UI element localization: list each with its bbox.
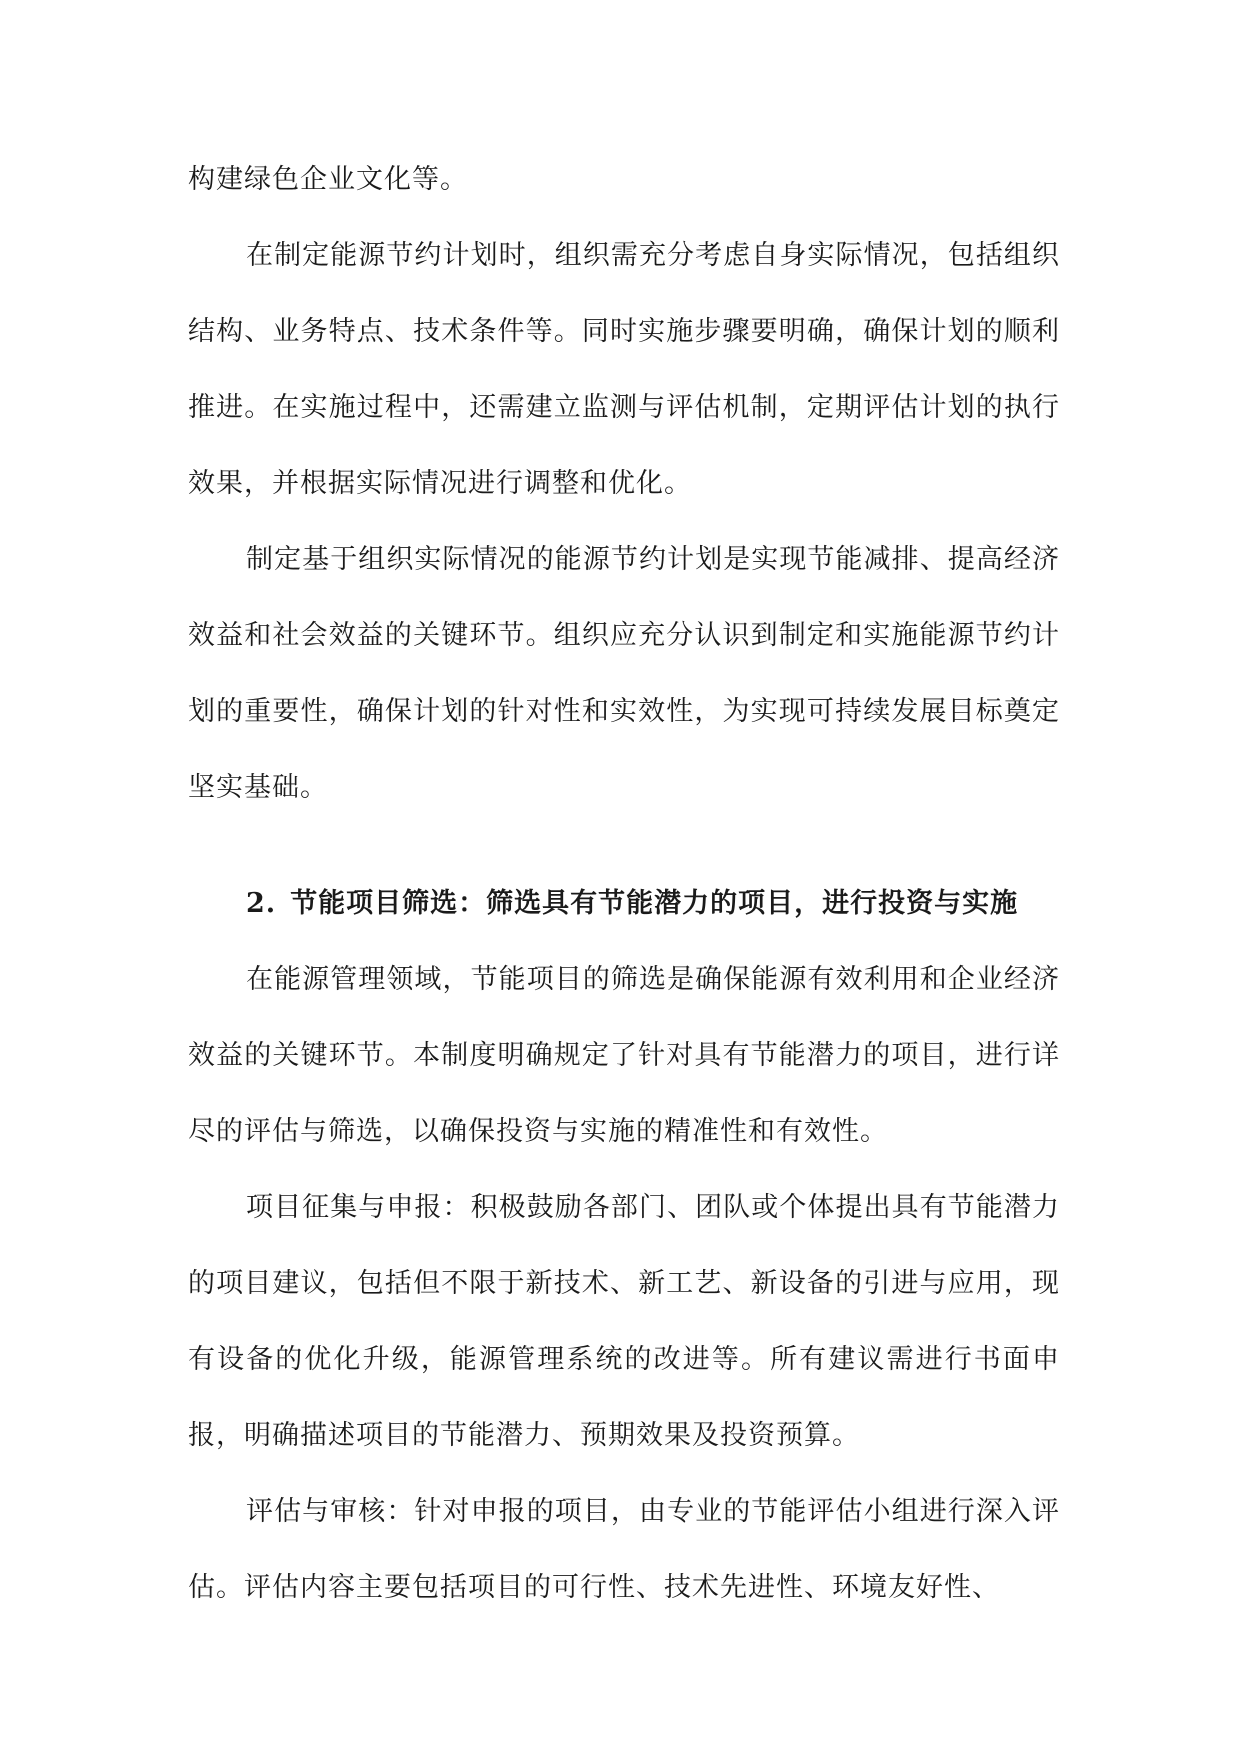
paragraph: 构建绿色企业文化等。 [188,164,468,195]
document-body [188,142,1060,1626]
paragraph: 评估与审核：针对申报的项目，由专业的节能评估小组进行深入评估。评估内容主要包括项目的可行性、技术先进性、环境友好性、 [188,1496,1060,1603]
paragraph: 在制定能源节约计划时，组织需充分考虑自身实际情况，包括组织结构、业务特点、技术条件等。同时实施步骤要明确，确保计划的顺利推进。在实施过程中，还需建立监测与评估机制，定期评估计划的执行效果，并根据实际情况进行调整和优化。 [188,240,1060,499]
paragraph: 项目征集与申报：积极鼓励各部门、团队或个体提出具有节能潜力的项目建议，包括但不限于新技术、新工艺、新设备的引进与应用，现有设备的优化升级，能源管理系统的改进等。所有建议需进行书面申报，明确描述项目的节能潜力、预期效果及投资预算。 [188,1192,1060,1451]
paragraph: 在能源管理领域，节能项目的筛选是确保能源有效利用和企业经济效益的关键环节。本制度明确规定了针对具有节能潜力的项目，进行详尽的评估与筛选，以确保投资与实施的精准性和有效性。 [188,964,1060,1147]
section-number: 2. [246,888,277,919]
paragraph: 制定基于组织实际情况的能源节约计划是实现节能减排、提高经济效益和社会效益的关键环节。组织应充分认识到制定和实施能源节约计划的重要性，确保计划的针对性和实效性，为实现可持续发展目标奠定坚实基础。 [188,544,1060,803]
section-heading [188,866,1060,942]
section-title: 节能项目筛选：筛选具有节能潜力的项目，进行投资与实施 [290,888,1019,919]
